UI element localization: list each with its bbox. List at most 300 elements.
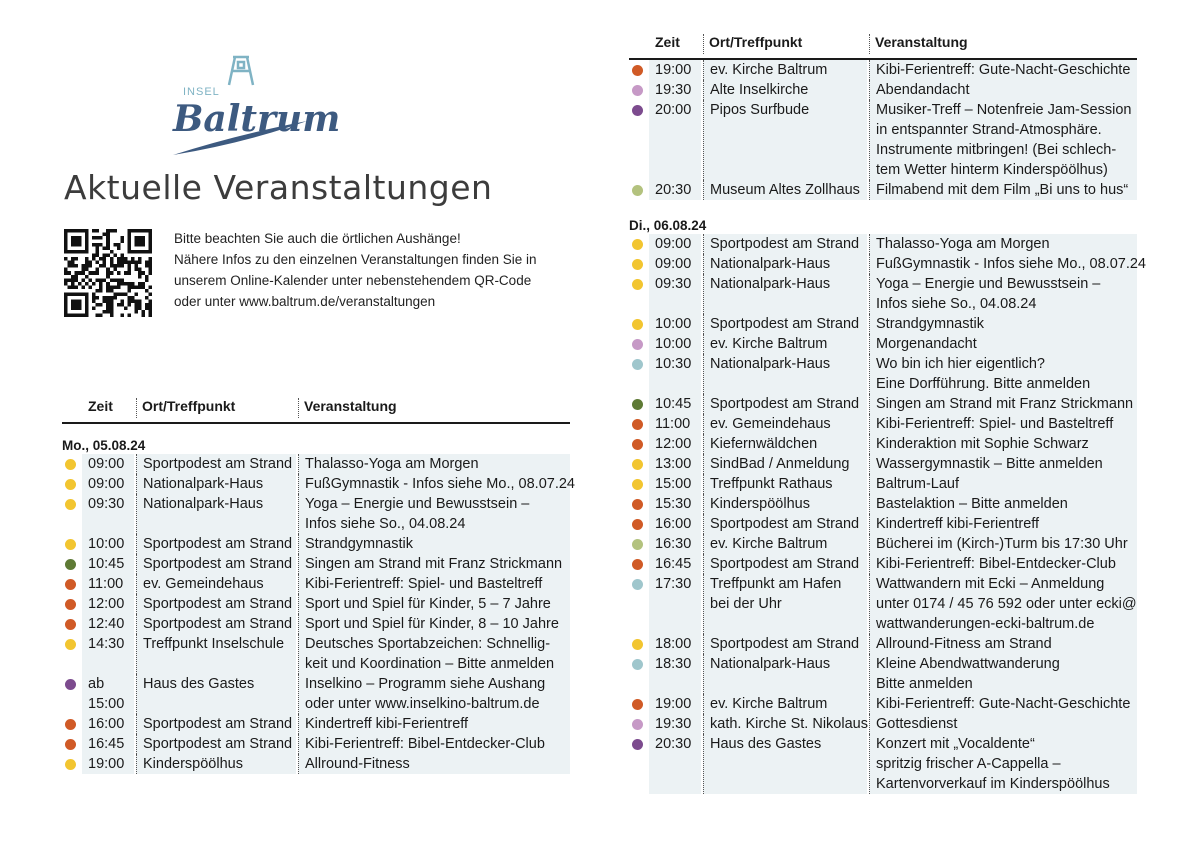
event-title-line: Yoga – Energie und Bewusstsein – — [876, 276, 1101, 292]
event-time — [649, 394, 701, 414]
header-event: Veranstaltung — [875, 34, 968, 50]
event-place-line: Nationalpark-Haus — [143, 476, 264, 492]
event-place — [703, 574, 867, 634]
event-time — [649, 554, 701, 574]
event-time — [649, 494, 701, 514]
event-place-line: Sportpodest am Strand — [143, 736, 293, 752]
event-row — [62, 454, 570, 474]
event-title-line: Kibi-Ferientreff: Bibel-Entdecker-Club — [876, 556, 1116, 572]
event-time — [82, 494, 134, 534]
event-title — [298, 614, 570, 634]
event-title — [869, 654, 1137, 694]
category-dot-icon — [632, 279, 643, 290]
event-title-line: Wassergymnastik – Bitte anmelden — [876, 456, 1103, 472]
event-time-line: 12:40 — [88, 616, 125, 632]
event-place — [136, 574, 296, 594]
event-time-line: 18:00 — [655, 636, 692, 652]
event-time — [649, 354, 701, 394]
event-time-line: 11:00 — [655, 416, 691, 432]
event-time-line: 20:30 — [655, 182, 692, 198]
event-place-line: ev. Kirche Baltrum — [710, 696, 828, 712]
event-time-line: 19:00 — [655, 62, 692, 78]
event-time — [649, 434, 701, 454]
event-title-line: Instrumente mitbringen! (Bei schlech- — [876, 142, 1117, 158]
event-place-line: Nationalpark-Haus — [710, 656, 831, 672]
event-title — [298, 474, 575, 494]
event-time-line: 18:30 — [655, 656, 692, 672]
event-place-line: Treffpunkt am Hafen — [710, 576, 842, 592]
event-row — [629, 60, 1137, 80]
event-title — [298, 454, 570, 474]
event-place-line: Pipos Surfbude — [710, 102, 810, 118]
event-title — [298, 634, 570, 674]
event-title-line: Sport und Spiel für Kinder, 5 – 7 Jahre — [305, 596, 551, 612]
event-title — [869, 474, 1137, 494]
event-title-line: Kartenvorverkauf im Kinderspöölhus — [876, 776, 1110, 792]
event-title-line: Inselkino – Programm siehe Aushang — [305, 676, 546, 692]
category-dot-icon — [65, 479, 76, 490]
event-list — [62, 454, 575, 774]
event-place-line: Nationalpark-Haus — [143, 496, 264, 512]
event-time — [82, 714, 134, 734]
event-place — [703, 514, 867, 534]
event-title-line: Singen am Strand mit Franz Strickmann — [305, 556, 563, 572]
category-dot-icon — [65, 559, 76, 570]
table-header — [62, 392, 570, 424]
event-title — [869, 414, 1137, 434]
event-title — [869, 514, 1137, 534]
event-time-line: 15:00 — [88, 696, 125, 712]
category-dot-icon — [632, 719, 643, 730]
event-place-line: Sportpodest am Strand — [143, 596, 293, 612]
event-time-line: 10:45 — [88, 556, 125, 572]
event-place — [703, 554, 867, 574]
event-title — [298, 734, 570, 754]
category-dot-icon — [632, 419, 643, 430]
event-time-line: 09:30 — [655, 276, 692, 292]
category-dot-icon — [65, 719, 76, 730]
event-place — [136, 714, 296, 734]
event-title-line: FußGymnastik - Infos siehe Mo., 08.07.24 — [305, 476, 575, 492]
event-place-line: Sportpodest am Strand — [710, 236, 860, 252]
event-place-line: Treffpunkt Rathaus — [710, 476, 833, 492]
event-place-line: Kinderspöölhus — [143, 756, 243, 772]
event-title-line: Bitte anmelden — [876, 676, 973, 692]
lighthouse-icon — [229, 57, 253, 85]
event-row — [62, 614, 570, 634]
header-place: Ort/Treffpunkt — [142, 398, 236, 414]
event-time-line: 10:00 — [655, 336, 692, 352]
event-time-line: 16:30 — [655, 536, 692, 552]
event-place — [136, 594, 296, 614]
event-row — [629, 434, 1137, 454]
event-time-line: 10:30 — [655, 356, 692, 372]
event-place-line: ev. Kirche Baltrum — [710, 336, 828, 352]
event-place-line: Treffpunkt Inselschule — [143, 636, 285, 652]
event-title-line: Konzert mit „Vocaldente“ — [876, 736, 1035, 752]
event-title — [869, 334, 1137, 354]
event-row — [62, 474, 575, 494]
event-time-line: 19:00 — [655, 696, 692, 712]
event-row — [629, 314, 1137, 334]
event-title-line: FußGymnastik - Infos siehe Mo., 08.07.24 — [876, 256, 1146, 272]
event-place — [703, 714, 867, 734]
event-time-line: 15:00 — [655, 476, 692, 492]
event-title — [298, 594, 570, 614]
event-title-line: Sport und Spiel für Kinder, 8 – 10 Jahre — [305, 616, 559, 632]
event-row — [629, 494, 1137, 514]
event-time-line: 09:00 — [88, 456, 125, 472]
event-title-line: Kindertreff kibi-Ferientreff — [876, 516, 1040, 532]
category-dot-icon — [632, 559, 643, 570]
event-row — [629, 394, 1137, 414]
event-time-line: 17:30 — [655, 576, 692, 592]
event-row — [629, 634, 1137, 654]
event-place — [136, 554, 296, 574]
event-place — [703, 180, 867, 200]
event-row — [629, 254, 1146, 274]
event-place — [136, 674, 296, 714]
event-place — [703, 434, 867, 454]
event-place-line: Alte Inselkirche — [710, 82, 809, 98]
event-place — [703, 354, 867, 394]
event-time — [649, 654, 701, 694]
event-title-line: Kibi-Ferientreff: Gute-Nacht-Geschichte — [876, 62, 1131, 78]
event-title-line: oder unter www.inselkino-baltrum.de — [305, 696, 540, 712]
category-dot-icon — [65, 459, 76, 470]
event-title-line: Kinderaktion mit Sophie Schwarz — [876, 436, 1089, 452]
event-place — [136, 534, 296, 554]
event-time-line: 09:00 — [88, 476, 125, 492]
event-title-line: Baltrum-Lauf — [876, 476, 960, 492]
intro-text — [174, 228, 564, 312]
category-dot-icon — [632, 459, 643, 470]
event-time-line: ab — [88, 676, 105, 692]
category-dot-icon — [65, 599, 76, 610]
day-label: Mo., 05.08.24 — [62, 438, 146, 453]
event-title-line: Kindertreff kibi-Ferientreff — [305, 716, 469, 732]
event-row — [62, 574, 570, 594]
event-time — [649, 694, 701, 714]
event-time — [82, 614, 134, 634]
event-time-line: 12:00 — [655, 436, 692, 452]
event-row — [629, 654, 1137, 694]
event-place — [703, 494, 867, 514]
header-separator — [703, 34, 704, 54]
event-title-line: Infos siehe So., 04.08.24 — [876, 296, 1037, 312]
event-list — [629, 60, 1137, 200]
event-time — [82, 734, 134, 754]
category-dot-icon — [632, 699, 643, 710]
event-place — [703, 474, 867, 494]
event-time — [649, 414, 701, 434]
event-time — [649, 714, 701, 734]
event-time — [82, 754, 134, 774]
event-place — [703, 274, 867, 314]
category-dot-icon — [65, 739, 76, 750]
category-dot-icon — [632, 359, 643, 370]
event-time — [82, 634, 134, 674]
event-time — [649, 314, 701, 334]
event-time-line: 10:45 — [655, 396, 692, 412]
event-place-line: Nationalpark-Haus — [710, 276, 831, 292]
event-place-line: Sportpodest am Strand — [143, 716, 293, 732]
event-title-line: Bastelaktion – Bitte anmelden — [876, 496, 1068, 512]
event-place — [703, 454, 867, 474]
event-row — [629, 334, 1137, 354]
event-row — [629, 180, 1137, 200]
event-title-line: Filmabend mit dem Film „Bi uns to hus“ — [876, 182, 1129, 198]
event-place — [703, 694, 867, 714]
event-place-line: ev. Kirche Baltrum — [710, 536, 828, 552]
event-title — [869, 434, 1137, 454]
event-title — [869, 354, 1137, 394]
event-title — [869, 454, 1137, 474]
intro-line: unserem Online-Kalender unter nebenstehendem QR-Code — [174, 273, 532, 288]
category-dot-icon — [65, 539, 76, 550]
header-time: Zeit — [655, 34, 680, 50]
event-place-line: Sportpodest am Strand — [710, 636, 860, 652]
event-row — [629, 80, 1137, 100]
event-time-line: 09:30 — [88, 496, 125, 512]
event-time-line: 14:30 — [88, 636, 125, 652]
event-row — [629, 100, 1137, 180]
event-title — [869, 554, 1137, 574]
event-place-line: bei der Uhr — [710, 596, 782, 612]
schedule-left — [62, 392, 575, 774]
event-title-line: in entspannter Strand-Atmosphäre. — [876, 122, 1102, 138]
event-time — [649, 454, 701, 474]
event-time — [649, 100, 701, 180]
event-title — [869, 80, 1137, 100]
header-separator — [136, 398, 137, 418]
event-place-line: kath. Kirche St. Nikolaus — [710, 716, 868, 732]
event-time-line: 19:30 — [655, 716, 692, 732]
event-time-line: 09:00 — [655, 256, 692, 272]
event-title-line: Kibi-Ferientreff: Gute-Nacht-Geschichte — [876, 696, 1131, 712]
event-place — [703, 80, 867, 100]
event-title — [869, 534, 1137, 554]
event-place — [703, 254, 867, 274]
event-title-line: Yoga – Energie und Bewusstsein – — [305, 496, 530, 512]
header-event: Veranstaltung — [304, 398, 397, 414]
qr-code-icon[interactable] — [64, 229, 152, 317]
event-row — [62, 554, 570, 574]
event-title-line: tem Wetter hinterm Kinderspöölhus) — [876, 162, 1108, 178]
category-dot-icon — [65, 499, 76, 510]
event-row — [62, 634, 570, 674]
event-row — [629, 534, 1137, 554]
category-dot-icon — [65, 639, 76, 650]
event-row — [62, 494, 570, 534]
event-place — [703, 734, 867, 794]
event-row — [629, 454, 1137, 474]
event-title-line: Allround-Fitness am Strand — [876, 636, 1052, 652]
event-title-line: Infos siehe So., 04.08.24 — [305, 516, 466, 532]
event-title — [298, 554, 570, 574]
event-place-line: Sportpodest am Strand — [143, 536, 293, 552]
category-dot-icon — [632, 105, 643, 116]
category-dot-icon — [632, 85, 643, 96]
category-dot-icon — [65, 579, 76, 590]
intro-line: Bitte beachten Sie auch die örtlichen Aushänge! — [174, 231, 461, 246]
event-title — [869, 314, 1137, 334]
intro-line: Nähere Infos zu den einzelnen Veranstaltungen finden Sie in — [174, 252, 537, 267]
event-title-line: Strandgymnastik — [305, 536, 413, 552]
event-title-line: Morgenandacht — [876, 336, 977, 352]
event-row — [629, 694, 1137, 714]
category-dot-icon — [632, 579, 643, 590]
header-time: Zeit — [88, 398, 113, 414]
event-row — [629, 414, 1137, 434]
event-title — [298, 754, 570, 774]
page-title: Aktuelle Veranstaltungen — [64, 168, 493, 207]
event-time — [649, 180, 701, 200]
event-place-line: Sportpodest am Strand — [143, 556, 293, 572]
event-time-line: 20:00 — [655, 102, 692, 118]
event-title-line: Wattwandern mit Ecki – Anmeldung — [876, 576, 1105, 592]
event-time-line: 15:30 — [655, 496, 692, 512]
event-place-line: Haus des Gastes — [143, 676, 255, 692]
event-time — [82, 474, 134, 494]
event-place-line: Nationalpark-Haus — [710, 256, 831, 272]
event-title-line: Thalasso-Yoga am Morgen — [305, 456, 479, 472]
event-title-line: Kibi-Ferientreff: Bibel-Entdecker-Club — [305, 736, 545, 752]
table-header — [629, 28, 1137, 60]
event-title-line: Abendandacht — [876, 82, 970, 98]
event-time — [649, 274, 701, 314]
event-row — [629, 274, 1137, 314]
event-place-line: ev. Kirche Baltrum — [710, 62, 828, 78]
event-time — [649, 254, 701, 274]
event-time — [649, 634, 701, 654]
event-place-line: Kinderspöölhus — [710, 496, 810, 512]
event-title — [869, 734, 1137, 794]
event-place — [703, 334, 867, 354]
event-place-line: Museum Altes Zollhaus — [710, 182, 860, 198]
event-time — [649, 734, 701, 794]
event-title-line: Strandgymnastik — [876, 316, 984, 332]
event-title — [869, 714, 1137, 734]
event-title-line: Deutsches Sportabzeichen: Schnellig- — [305, 636, 551, 652]
event-row — [62, 594, 570, 614]
event-place — [703, 60, 867, 80]
category-dot-icon — [632, 479, 643, 490]
category-dot-icon — [632, 439, 643, 450]
header-place: Ort/Treffpunkt — [709, 34, 803, 50]
intro-line: oder unter www.baltrum.de/veranstaltungen — [174, 294, 436, 309]
event-time-line: 16:00 — [655, 516, 692, 532]
event-time-line: 10:00 — [88, 536, 125, 552]
event-place-line: Haus des Gastes — [710, 736, 822, 752]
event-place-line: Nationalpark-Haus — [710, 356, 831, 372]
event-title — [869, 574, 1137, 634]
event-title-line: Wo bin ich hier eigentlich? — [876, 356, 1045, 372]
event-place — [703, 394, 867, 414]
event-place-line: ev. Gemeindehaus — [143, 576, 264, 592]
event-title-line: spritzig frischer A-Cappella – — [876, 756, 1061, 772]
event-title — [298, 674, 570, 714]
event-place — [703, 654, 867, 694]
event-title — [298, 494, 570, 534]
category-dot-icon — [65, 759, 76, 770]
header-separator — [869, 34, 870, 54]
event-time — [649, 60, 701, 80]
event-title — [869, 494, 1137, 514]
category-dot-icon — [632, 639, 643, 650]
event-time — [82, 554, 134, 574]
event-title-line: wattwanderungen-ecki-baltrum.de — [876, 616, 1095, 632]
event-place — [703, 534, 867, 554]
event-time-line: 12:00 — [88, 596, 125, 612]
event-row — [62, 674, 570, 714]
event-place — [703, 414, 867, 434]
event-time-line: 19:30 — [655, 82, 692, 98]
event-time — [82, 534, 134, 554]
event-title-line: Musiker-Treff – Notenfreie Jam-Session — [876, 102, 1132, 118]
event-row — [629, 234, 1137, 254]
category-dot-icon — [632, 659, 643, 670]
event-time — [649, 514, 701, 534]
baltrum-logo — [165, 55, 341, 160]
event-title-line: Kleine Abendwattwanderung — [876, 656, 1060, 672]
event-time-line: 16:45 — [655, 556, 692, 572]
event-time-line: 16:45 — [88, 736, 125, 752]
event-title-line: Allround-Fitness — [305, 756, 410, 772]
event-row — [62, 534, 570, 554]
event-time-line: 10:00 — [655, 316, 692, 332]
event-place-line: Sportpodest am Strand — [710, 396, 860, 412]
event-title — [869, 234, 1137, 254]
category-dot-icon — [632, 319, 643, 330]
event-row — [62, 754, 570, 774]
category-dot-icon — [632, 339, 643, 350]
event-time — [82, 574, 134, 594]
event-time — [82, 674, 134, 714]
event-time-line: 13:00 — [655, 456, 692, 472]
event-row — [62, 714, 570, 734]
event-place — [136, 494, 296, 534]
event-title-line: Bücherei im (Kirch-)Turm bis 17:30 Uhr — [876, 536, 1128, 552]
event-place — [703, 100, 867, 180]
event-time — [82, 594, 134, 614]
event-place — [703, 234, 867, 254]
event-place-line: Sportpodest am Strand — [710, 516, 860, 532]
event-title — [869, 254, 1146, 274]
event-place-line: Sportpodest am Strand — [710, 556, 860, 572]
category-dot-icon — [65, 679, 76, 690]
event-title — [869, 60, 1137, 80]
event-time — [649, 574, 701, 634]
event-title — [298, 534, 570, 554]
event-place-line: Sportpodest am Strand — [143, 456, 293, 472]
event-row — [62, 734, 570, 754]
event-title — [869, 100, 1137, 180]
day-label: Di., 06.08.24 — [629, 218, 707, 233]
event-place — [136, 754, 296, 774]
event-time — [649, 80, 701, 100]
event-title-line: Kibi-Ferientreff: Spiel- und Basteltreff — [305, 576, 543, 592]
event-title — [298, 574, 570, 594]
event-title-line: Thalasso-Yoga am Morgen — [876, 236, 1050, 252]
event-title-line: Singen am Strand mit Franz Strickmann — [876, 396, 1134, 412]
event-title-line: Eine Dorfführung. Bitte anmelden — [876, 376, 1091, 392]
category-dot-icon — [632, 259, 643, 270]
header-separator — [298, 398, 299, 418]
event-row — [629, 514, 1137, 534]
event-row — [629, 354, 1137, 394]
event-title — [869, 180, 1137, 200]
